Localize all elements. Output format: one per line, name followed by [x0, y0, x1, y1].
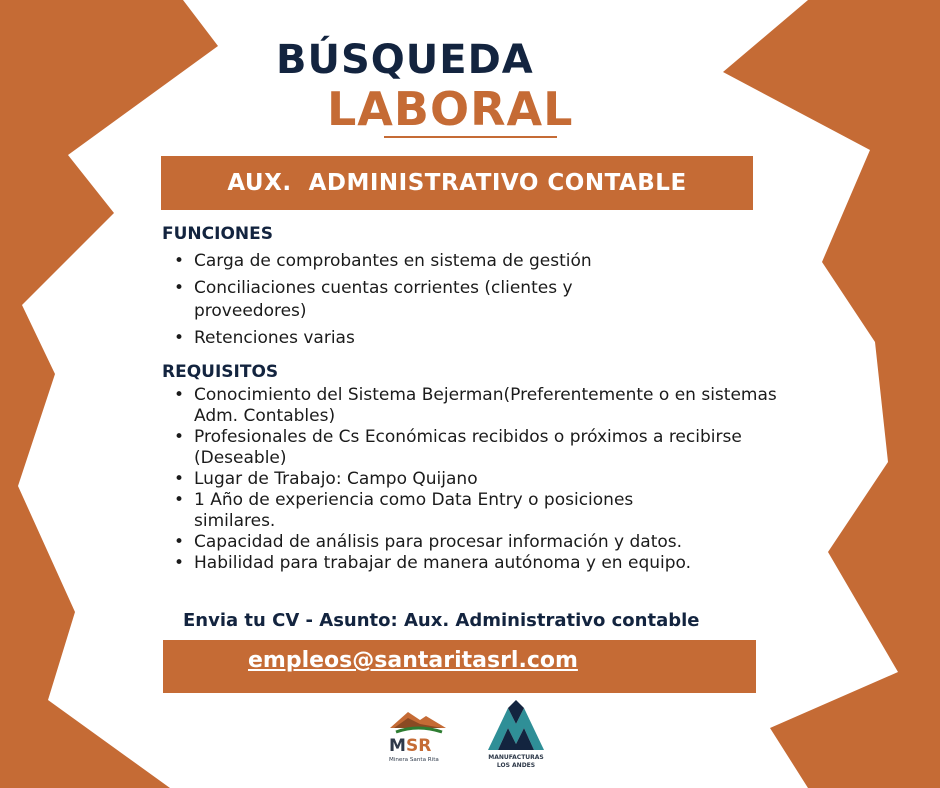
list-item: • Lugar de Trabajo: Campo Quijano	[172, 469, 777, 490]
msr-logo-mark: M	[389, 736, 406, 756]
cv-instructions: Envia tu CV - Asunto: Aux. Administrativo contable	[183, 610, 700, 631]
title-underline	[384, 136, 557, 138]
position-title: AUX. ADMINISTRATIVO CONTABLE	[227, 170, 687, 196]
msr-logo	[386, 706, 450, 766]
requisitos-list	[172, 385, 777, 574]
manufacturas-los-andes-logo	[484, 700, 548, 770]
title-line-1: BÚSQUEDA	[276, 37, 534, 83]
requisitos-heading: REQUISITOS	[162, 362, 279, 382]
funciones-list	[172, 250, 652, 354]
list-item: • Conocimiento del Sistema Bejerman(Preferentemente o en sistemas Adm. Contables)	[172, 385, 777, 427]
list-item: • 1 Año de experiencia como Data Entry o posiciones similares.	[172, 490, 694, 532]
msr-logo-sub: Minera Santa Rita	[389, 757, 439, 763]
list-item: • Conciliaciones cuentas corrientes (clientes y proveedores)	[172, 277, 652, 323]
mla-logo-line2: LOS ANDES	[496, 762, 536, 769]
list-item: • Carga de comprobantes en sistema de gestión	[172, 250, 652, 273]
email-box	[163, 640, 756, 693]
list-item: • Capacidad de análisis para procesar información y datos.	[172, 532, 777, 553]
title-line-2: LABORAL	[327, 82, 574, 136]
msr-logo-mark-rest: SR	[406, 736, 432, 756]
mla-logo-line1: MANUFACTURAS	[488, 754, 544, 761]
list-item: • Profesionales de Cs Económicas recibidos o próximos a recibirse (Deseable)	[172, 427, 777, 469]
list-item: • Retenciones varias	[172, 327, 652, 350]
list-item: • Habilidad para trabajar de manera autónoma y en equipo.	[172, 553, 777, 574]
position-banner	[161, 156, 753, 210]
mountain-icon	[390, 712, 446, 732]
mountain-m-icon	[488, 700, 544, 750]
funciones-heading: FUNCIONES	[162, 224, 273, 244]
email-link[interactable]: empleos@santaritasrl.com	[248, 648, 578, 673]
